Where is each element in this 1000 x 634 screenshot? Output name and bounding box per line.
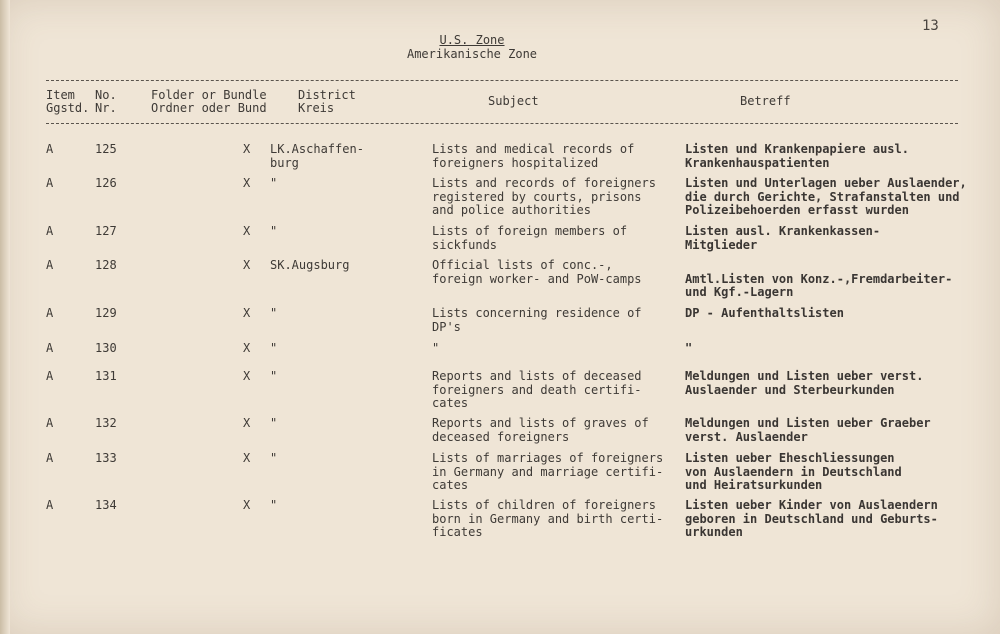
folder-mark: X bbox=[243, 369, 251, 383]
item-cell: A bbox=[46, 341, 54, 355]
number-cell: 127 bbox=[95, 224, 117, 238]
folder-mark: X bbox=[243, 142, 251, 156]
page-edge bbox=[0, 0, 10, 634]
number-cell: 130 bbox=[95, 341, 117, 355]
district-cell: " bbox=[270, 341, 278, 355]
header-subject: Subject bbox=[488, 94, 539, 108]
number-cell: 133 bbox=[95, 451, 117, 465]
subject-cell: " bbox=[432, 341, 440, 355]
subject-cell: Lists of foreign members of sickfunds bbox=[432, 224, 628, 252]
subject-cell: Lists and records of foreigners registered by courts, prisons and police authorities bbox=[432, 176, 656, 217]
item-cell: A bbox=[46, 142, 54, 156]
folder-mark: X bbox=[243, 451, 251, 465]
header-district: District Kreis bbox=[298, 88, 356, 115]
header-bottom-rule bbox=[46, 123, 958, 124]
header-no: No. Nr. bbox=[95, 88, 117, 115]
header-top-rule bbox=[46, 80, 958, 81]
district-cell: SK.Augsburg bbox=[270, 258, 350, 272]
betreff-cell: " bbox=[685, 341, 693, 355]
folder-mark: X bbox=[243, 416, 251, 430]
item-cell: A bbox=[46, 176, 54, 190]
header-folder: Folder or Bundle Ordner oder Bund bbox=[151, 88, 267, 115]
district-cell: " bbox=[270, 224, 278, 238]
number-cell: 128 bbox=[95, 258, 117, 272]
header-betreff: Betreff bbox=[740, 94, 791, 108]
folder-mark: X bbox=[243, 341, 251, 355]
item-cell: A bbox=[46, 306, 54, 320]
betreff-cell: Listen ueber Eheschliessungen von Auslaendern in Deutschland und Heiratsurkunden bbox=[685, 451, 902, 492]
betreff-cell: Listen ausl. Krankenkassen- Mitglieder bbox=[685, 224, 881, 252]
subject-cell: Reports and lists of deceased foreigners and death certifi- cates bbox=[432, 369, 642, 410]
betreff-cell: Listen ueber Kinder von Auslaendern geboren in Deutschland und Geburts- urkunden bbox=[685, 498, 938, 539]
folder-mark: X bbox=[243, 306, 251, 320]
betreff-cell: Listen und Krankenpapiere ausl. Krankenhauspatienten bbox=[685, 142, 909, 170]
folder-mark: X bbox=[243, 224, 251, 238]
subject-cell: Reports and lists of graves of deceased foreigners bbox=[432, 416, 649, 444]
number-cell: 131 bbox=[95, 369, 117, 383]
subject-cell: Official lists of conc.-, foreign worker- and PoW-camps bbox=[432, 258, 642, 286]
folder-mark: X bbox=[243, 258, 251, 272]
item-cell: A bbox=[46, 451, 54, 465]
item-cell: A bbox=[46, 416, 54, 430]
document-title: U.S. Zone bbox=[439, 33, 505, 47]
betreff-cell: Meldungen und Listen ueber Graeber verst. Auslaender bbox=[685, 416, 931, 444]
betreff-cell: Listen und Unterlagen ueber Auslaender, die durch Gerichte, Strafanstalten und Polizeibehoerden erfasst wurden bbox=[685, 176, 967, 217]
number-cell: 132 bbox=[95, 416, 117, 430]
district-cell: " bbox=[270, 498, 278, 512]
header-item: Item Ggstd. bbox=[46, 88, 90, 115]
district-cell: " bbox=[270, 451, 278, 465]
number-cell: 126 bbox=[95, 176, 117, 190]
district-cell: " bbox=[270, 369, 278, 383]
item-cell: A bbox=[46, 498, 54, 512]
subject-cell: Lists of marriages of foreigners in Germany and marriage certifi- cates bbox=[432, 451, 664, 492]
subject-cell: Lists of children of foreigners born in Germany and birth certi- ficates bbox=[432, 498, 664, 539]
document-subtitle: Amerikanische Zone bbox=[406, 47, 538, 61]
betreff-cell: DP - Aufenthaltslisten bbox=[685, 306, 844, 320]
number-cell: 125 bbox=[95, 142, 117, 156]
betreff-cell: Meldungen und Listen ueber verst. Auslaender und Sterbeurkunden bbox=[685, 369, 924, 397]
number-cell: 134 bbox=[95, 498, 117, 512]
folder-mark: X bbox=[243, 176, 251, 190]
district-cell: LK.Aschaffen- burg bbox=[270, 142, 364, 170]
subject-cell: Lists and medical records of foreigners hospitalized bbox=[432, 142, 635, 170]
folder-mark: X bbox=[243, 498, 251, 512]
item-cell: A bbox=[46, 258, 54, 272]
item-cell: A bbox=[46, 369, 54, 383]
district-cell: " bbox=[270, 416, 278, 430]
betreff-cell: Amtl.Listen von Konz.-,Fremdarbeiter- und Kgf.-Lagern bbox=[685, 271, 953, 299]
subject-cell: Lists concerning residence of DP's bbox=[432, 306, 642, 334]
item-cell: A bbox=[46, 224, 54, 238]
district-cell: " bbox=[270, 306, 278, 320]
number-cell: 129 bbox=[95, 306, 117, 320]
district-cell: " bbox=[270, 176, 278, 190]
page-number: 13 bbox=[922, 18, 939, 34]
